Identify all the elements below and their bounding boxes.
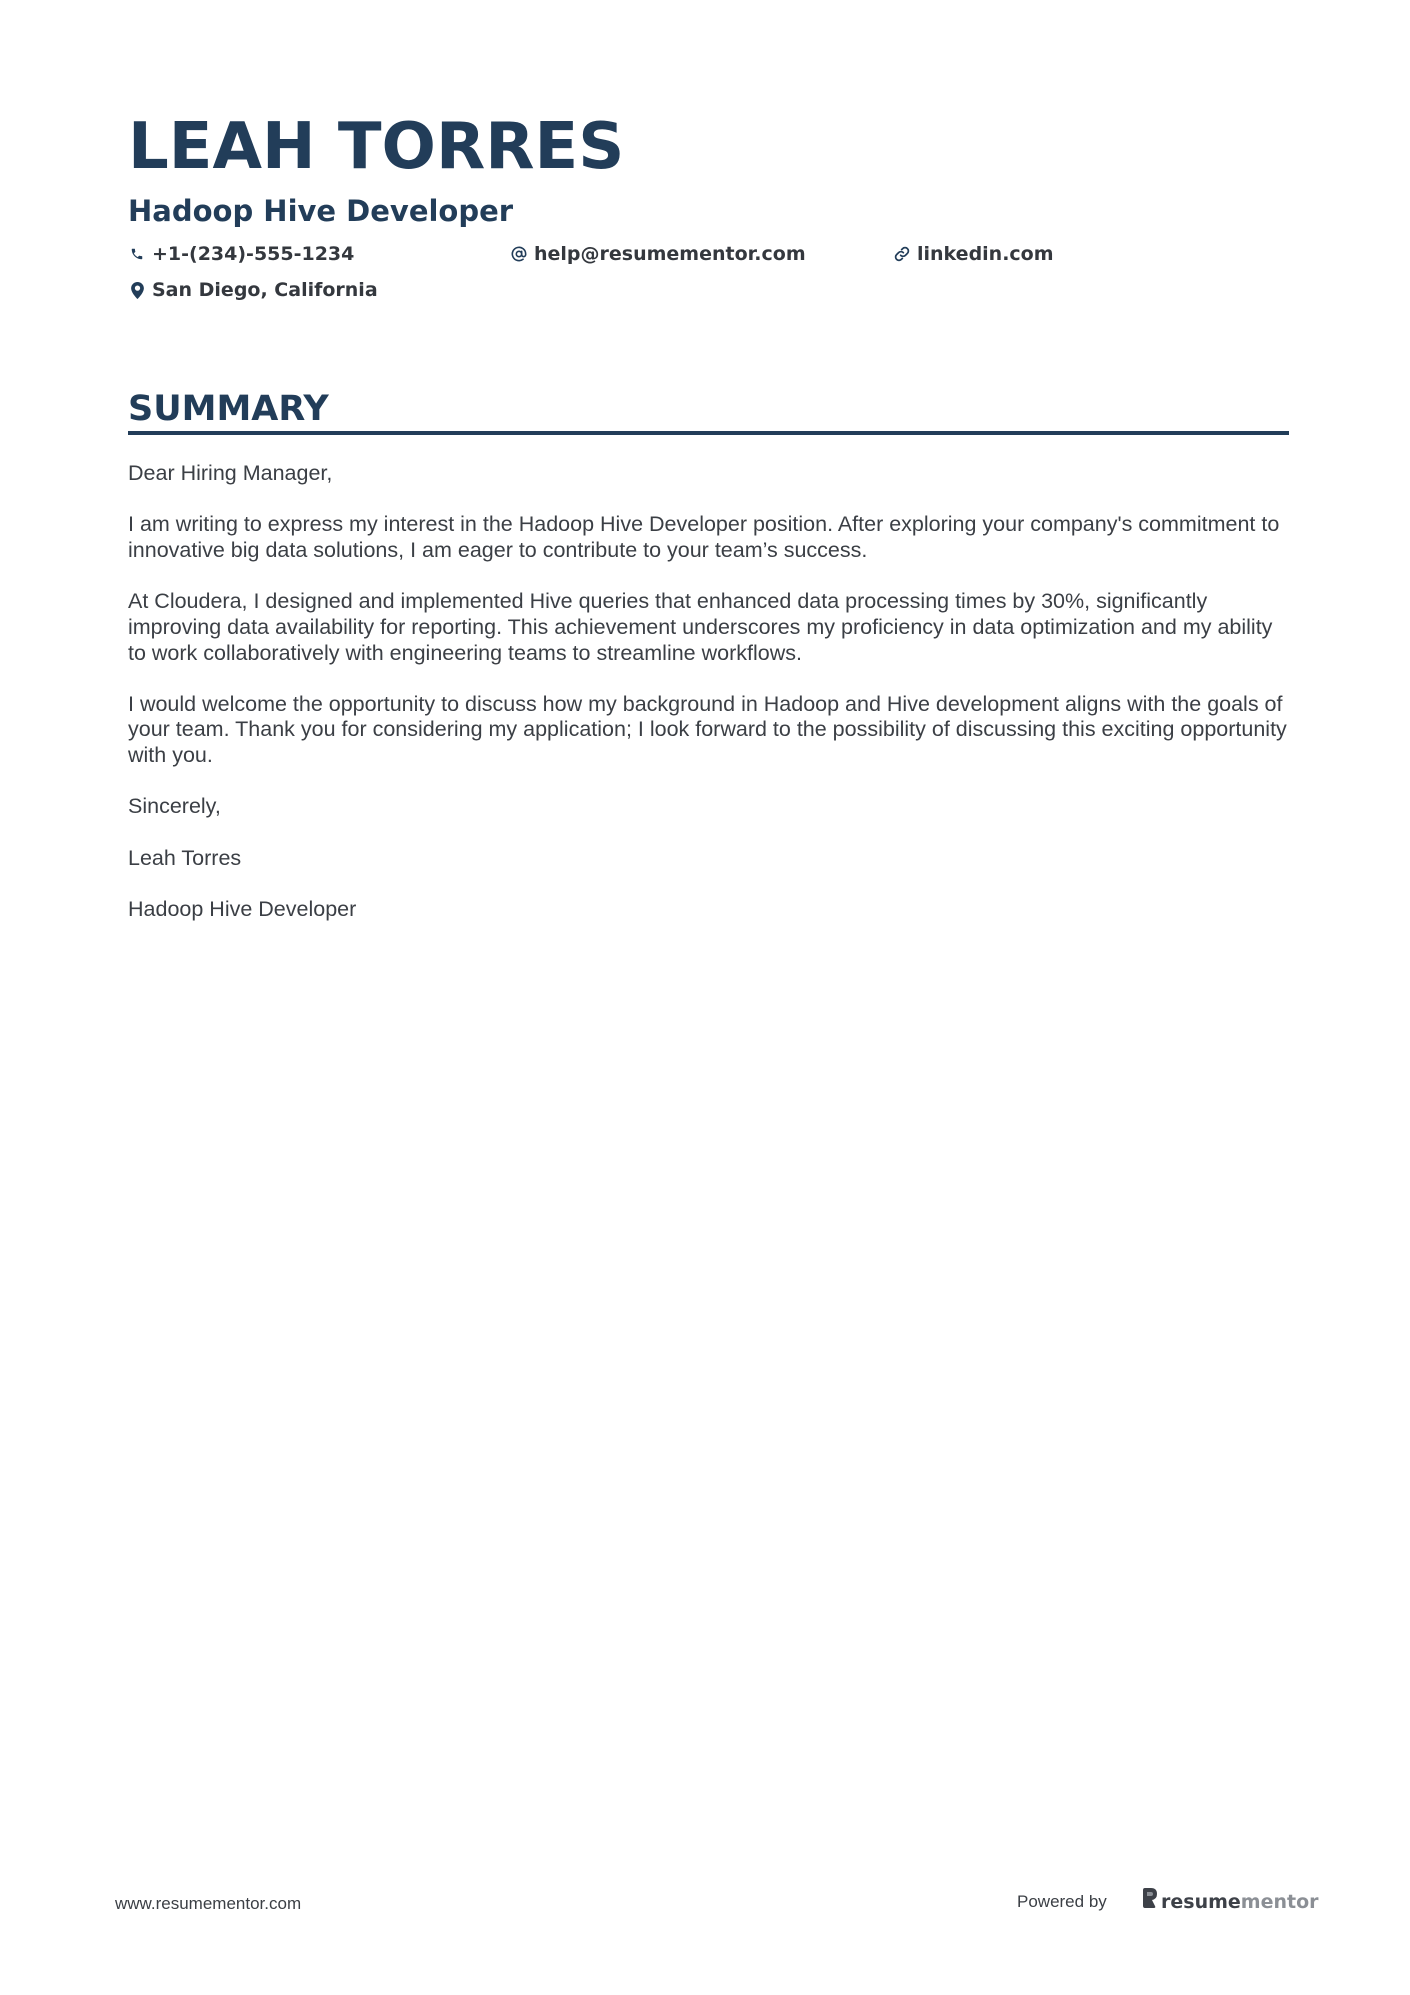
letter-paragraph: At Cloudera, I designed and implemented Hive queries that enhanced data processing times by 30%, significantly improving data availability for reporting. This achievement underscores my proficiency in data optimization and my ability to work collaboratively with engineering teams to streamline workflows. xyxy=(128,589,1273,665)
contact-link xyxy=(893,241,1054,267)
brand-part-1: resume xyxy=(1161,1890,1241,1913)
salutation: Dear Hiring Manager, xyxy=(128,461,333,485)
resumementor-logo-icon xyxy=(1141,1888,1157,1915)
phone-number: +1-(234)-555-1234 xyxy=(152,243,355,265)
brand-part-2: mentor xyxy=(1240,1890,1319,1913)
link-icon xyxy=(893,244,911,264)
profile-link: linkedin.com xyxy=(917,243,1054,265)
cover-letter-body xyxy=(128,461,1293,948)
closing: Sincerely, xyxy=(128,794,221,819)
at-sign-icon xyxy=(510,244,528,264)
brand-logo[interactable] xyxy=(1141,1888,1319,1915)
letter-paragraph: I would welcome the opportunity to discuss how my background in Hadoop and Hive development aligns with the goals of your team. Thank you for considering my application; I look forward to the possibility of discussing this exciting opportunity with you. xyxy=(128,691,1287,768)
footer-website[interactable]: www.resumementor.com xyxy=(115,1894,302,1913)
candidate-name: LEAH TORRES xyxy=(128,110,625,184)
summary-heading: SUMMARY xyxy=(128,389,329,429)
phone-icon xyxy=(128,244,146,264)
map-pin-icon xyxy=(128,280,146,300)
contact-location xyxy=(128,277,378,303)
location-text: San Diego, California xyxy=(152,279,378,301)
job-title: Hadoop Hive Developer xyxy=(128,194,514,228)
section-divider xyxy=(128,431,1289,435)
letter-paragraph: I am writing to express my interest in the Hadoop Hive Developer position. After exploring your company's commitment to innovative big data solutions, I am eager to contribute to your team’s success. xyxy=(128,512,1280,562)
email-address: help@resumementor.com xyxy=(534,243,806,265)
contact-phone xyxy=(128,241,354,267)
powered-by-label: Powered by xyxy=(1017,1892,1107,1911)
signature-title: Hadoop Hive Developer xyxy=(128,896,357,921)
contact-email xyxy=(510,241,806,267)
signature-name: Leah Torres xyxy=(128,845,242,870)
